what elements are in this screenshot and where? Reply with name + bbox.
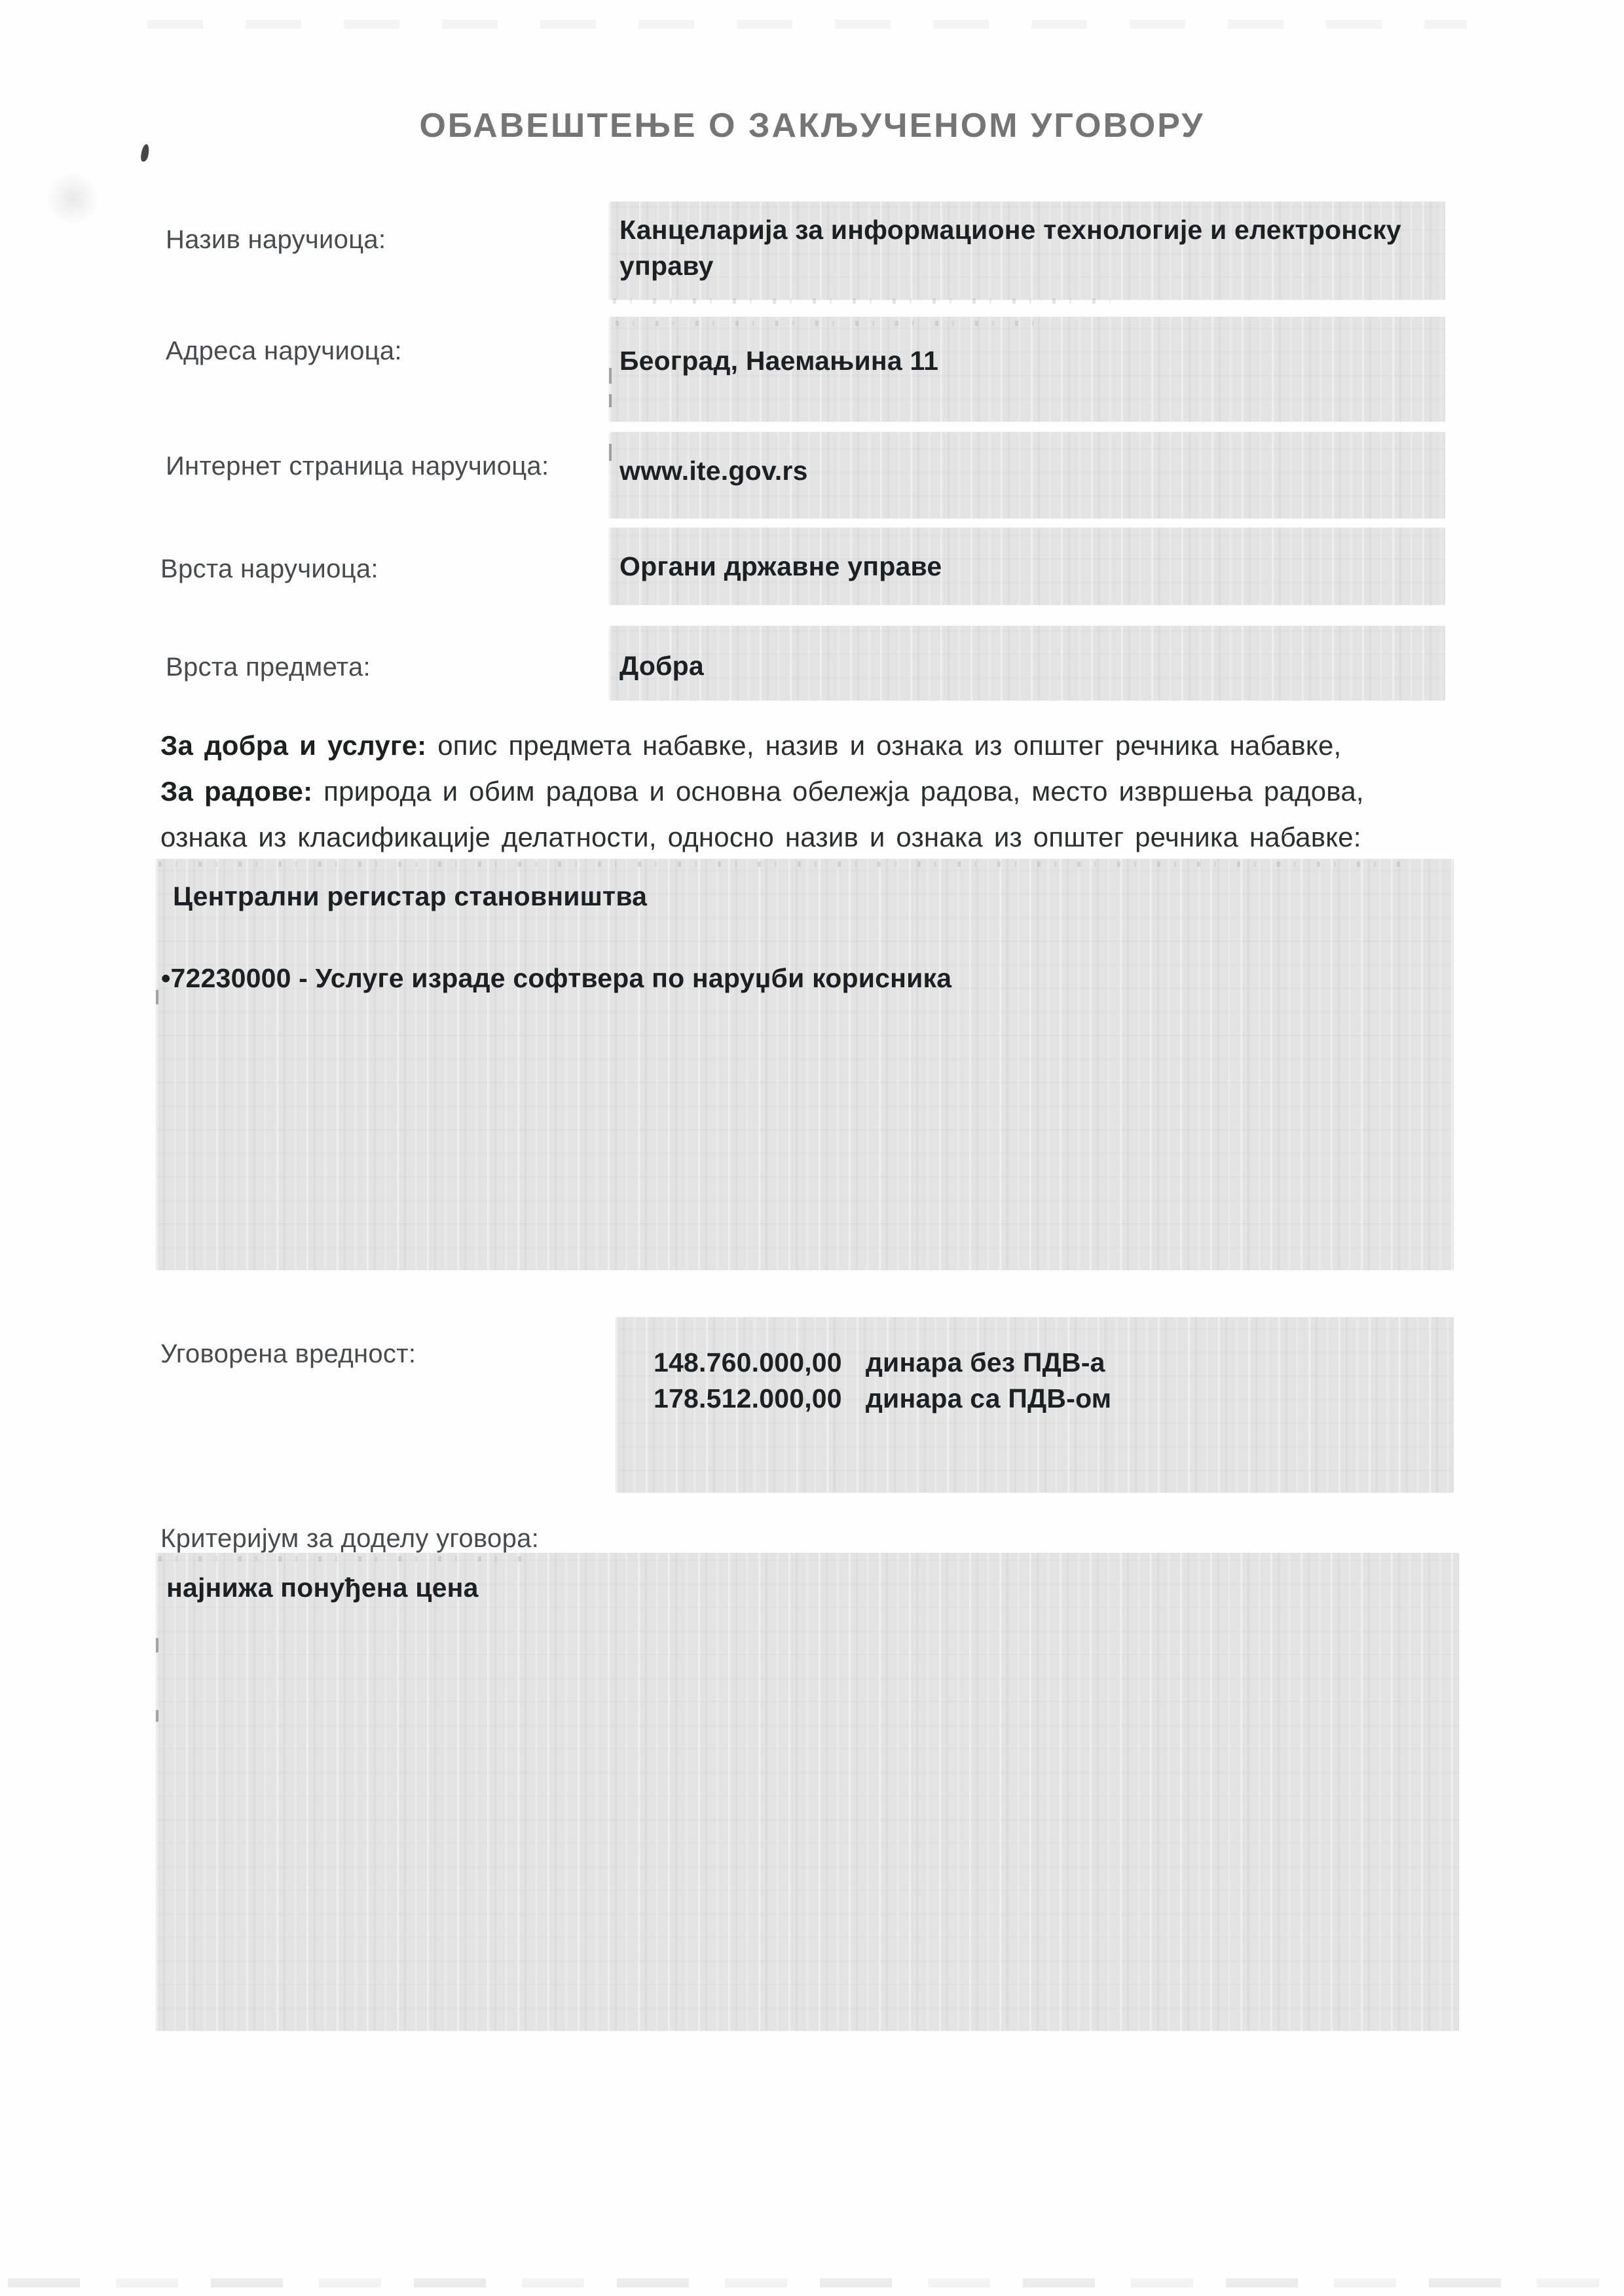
contract-value-box [616, 1317, 1454, 1493]
scan-noise [158, 862, 1403, 867]
contract-value-row-2 [654, 1381, 1454, 1417]
subject-box [156, 859, 1454, 1270]
field-label-ugovorena-vrednost: Уговорена вредност: [160, 1339, 416, 1368]
field-value-naziv-narucioca: Канцеларија за информационе технологије и електронску управу [619, 215, 1401, 281]
contract-value-lines [616, 1317, 1454, 1417]
scan-tick [609, 444, 612, 461]
field-value-internet-stranica: www.ite.gov.rs [619, 456, 808, 486]
scan-artifact-bottom-line [8, 2278, 1606, 2287]
scan-tick [156, 1710, 158, 1722]
field-value-vrsta-narucioca: Органи државне управе [619, 551, 942, 581]
criterion-box [156, 1553, 1459, 2031]
scan-noise [158, 1556, 525, 1561]
amount-with-vat: 178.512.000,00 [654, 1383, 842, 1413]
intro-line-1: За добра и услуге: опис предмета набавке, назив и ознака из општег речника набавке, [160, 730, 1342, 761]
field-box-naziv-narucioca [609, 202, 1445, 300]
scan-tick [609, 368, 612, 384]
amount-without-vat: 148.760.000,00 [654, 1347, 842, 1377]
page-title: ОБАВЕШТЕЊЕ О ЗАКЉУЧЕНОМ УГОВОРУ [419, 107, 1205, 145]
field-label-naziv-narucioca: Назив наручиоца: [166, 225, 386, 254]
field-label-vrsta-predmeta: Врста предмета: [166, 653, 371, 682]
subject-line-1: Централни регистар становништва [173, 881, 648, 911]
field-value-vrsta-predmeta: Добра [619, 651, 704, 681]
scan-noise [616, 321, 1035, 326]
field-box-vrsta-narucioca [609, 528, 1445, 605]
unit-without-vat: динара без ПДВ-а [865, 1347, 1105, 1377]
field-label-adresa-narucioca: Адреса наручиоца: [166, 337, 402, 365]
scan-tick [156, 1638, 158, 1652]
field-label-internet-stranica: Интернет страница наручиоца: [166, 452, 549, 481]
intro-line-2: За радове: природа и обим радова и основна обележја радова, место извршења радова, [160, 776, 1364, 807]
unit-with-vat: динара са ПДВ-ом [865, 1383, 1112, 1413]
intro-paragraph [160, 723, 1496, 860]
field-label-kriterijum: Критеријум за доделу уговора: [160, 1524, 540, 1553]
pencil-smudge [43, 169, 102, 228]
scan-noise [613, 299, 1111, 304]
subject-line-2: •72230000 - Услуге израде софтвера по наруџби корисника [161, 963, 952, 993]
field-label-vrsta-narucioca: Врста наручиоца: [160, 555, 378, 583]
field-box-internet-stranica [609, 432, 1445, 519]
criterion-value: најнижа понуђена цена [166, 1573, 479, 1603]
field-value-adresa-narucioca: Београд, Наемањина 11 [619, 346, 939, 376]
stray-ink-mark [140, 143, 151, 162]
scan-artifact-top-line [147, 20, 1467, 29]
scan-tick [156, 990, 158, 1004]
field-box-vrsta-predmeta [609, 626, 1445, 701]
contract-value-row-1 [654, 1345, 1454, 1381]
scan-tick [609, 394, 612, 407]
field-box-adresa-narucioca [609, 317, 1445, 422]
intro-line-3: ознака из класификације делатности, односно назив и ознака из општег речника набавке: [160, 822, 1361, 852]
